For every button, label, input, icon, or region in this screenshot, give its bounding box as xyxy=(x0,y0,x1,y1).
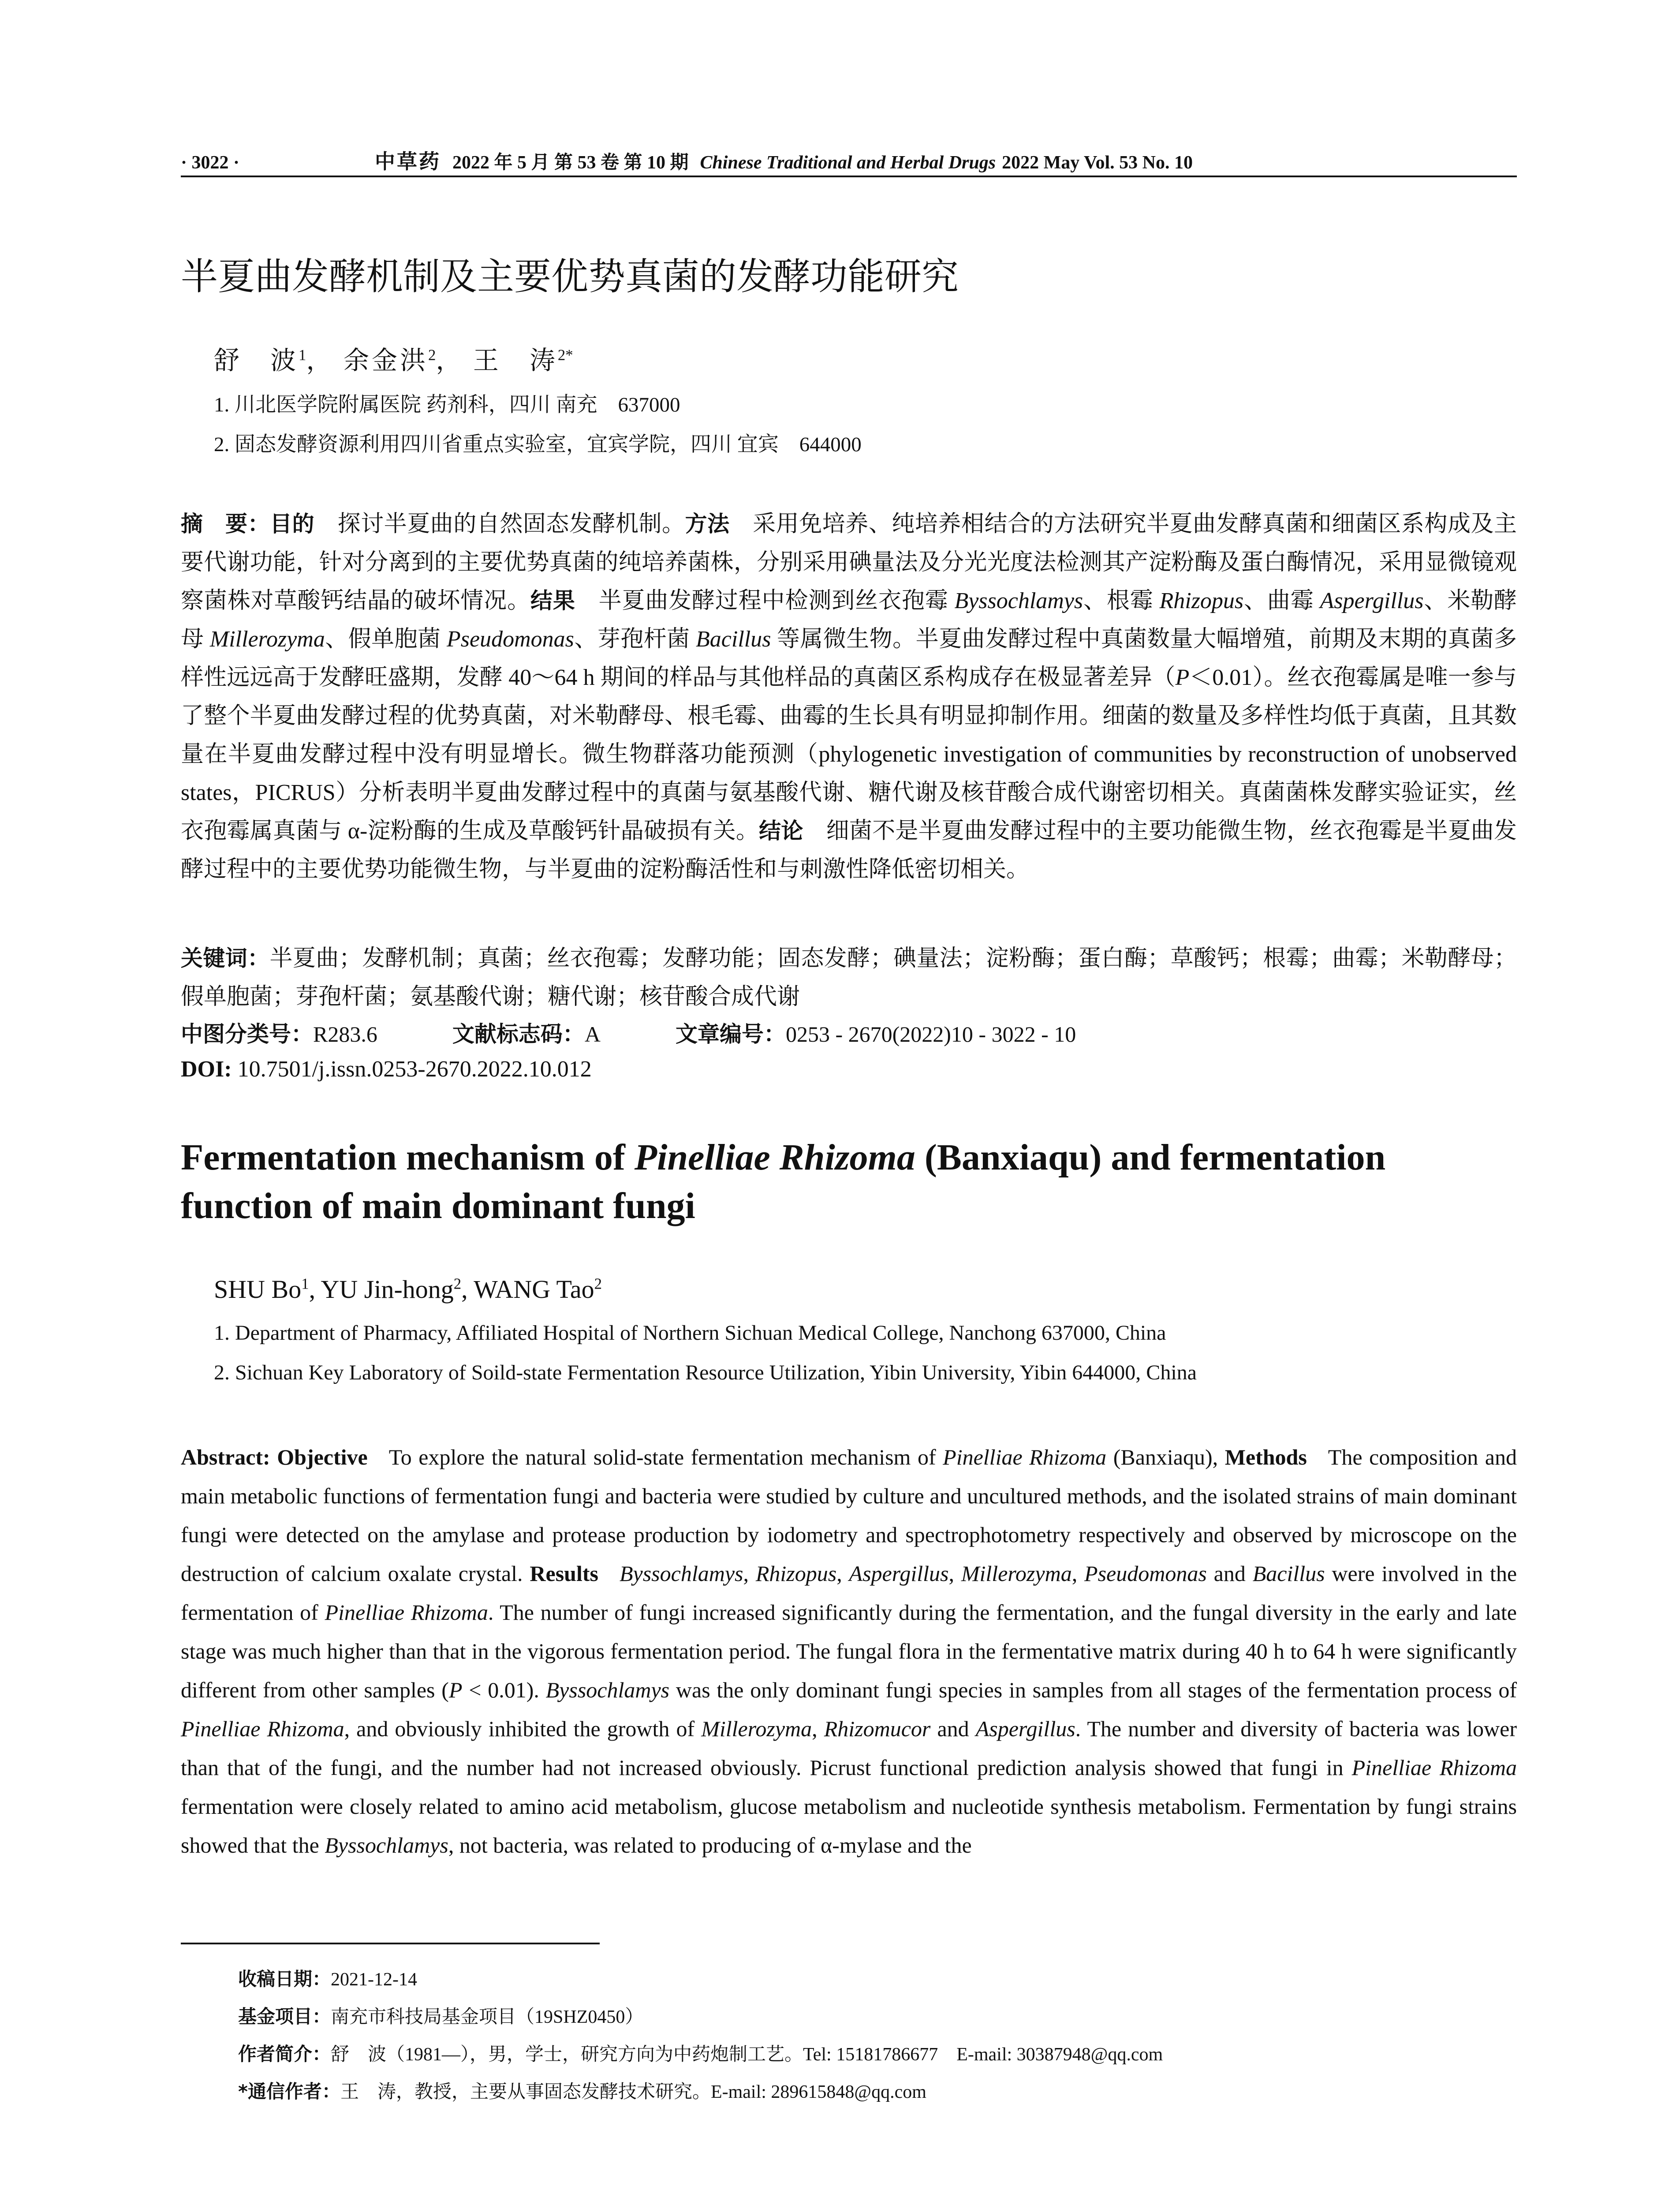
affiliation-en-1: 1. Department of Pharmacy, Affiliated Hospital of Northern Sichuan Medical College, Nanchong 637000, China xyxy=(214,1321,1166,1345)
doc-code: A xyxy=(584,1022,601,1046)
results-text: 、芽孢杆菌 xyxy=(574,627,696,652)
author-separator: , xyxy=(461,1275,474,1304)
genus-name: Rhizopus xyxy=(1159,588,1244,613)
methods-text: 采用免培养、纯培养相结合的方法研究半夏曲发酵真菌和细菌区系构成及主要代谢功能，针对分离到的主要优势真菌的纯培养菌株，分别采用碘量法及分光光度法检测其产淀粉酶及蛋白酶情况，采用显微镜观察菌株对草酸钙结晶的破坏情况。 xyxy=(181,512,1517,613)
footnote-text: 舒 波（1981—），男，学士，研究方向为中药炮制工艺。Tel: 15181786677 E-mail: 30387948@qq.com xyxy=(331,2044,1163,2065)
title-en-text: (Banxiaqu) and fermentation function of main dominant fungi xyxy=(181,1137,1386,1226)
species-name: Millerozyma xyxy=(701,1716,812,1741)
results-text: 、假单胞菌 xyxy=(325,627,447,652)
results-text: 半夏曲发酵过程中检测到丝衣孢霉 xyxy=(598,588,955,613)
abstract-label: 摘 要： xyxy=(181,511,270,537)
author-affil-mark: 1 xyxy=(299,346,306,364)
author-affil-mark: 2 xyxy=(594,1275,602,1293)
abstract-objective-label: Abstract: Objective xyxy=(181,1445,368,1469)
abstract-text: . The number and diversity of bacteria was lower than that of the fungi, and the number had not increased obviously. Picrust functional prediction analysis showed that fungi in xyxy=(181,1716,1517,1780)
abstract-text: , xyxy=(836,1561,849,1586)
journal-name-cn: 中草药 xyxy=(375,149,441,173)
doi-link[interactable]: 10.7501/j.issn.0253-2670.2022.10.012 xyxy=(237,1057,592,1082)
species-name: Pinelliae Rhizoma xyxy=(1351,1755,1517,1780)
footnote-text: 南充市科技局基金项目（19SHZ0450） xyxy=(331,2007,644,2027)
species-name: Pinelliae Rhizoma xyxy=(325,1600,488,1625)
running-header xyxy=(181,146,1517,175)
footnote-label: 作者简介： xyxy=(238,2043,331,2065)
objective-label: 目的 xyxy=(270,511,315,537)
genus-name: Millerozyma xyxy=(209,627,325,652)
abstract-text: , xyxy=(743,1561,756,1586)
species-name: Pinelliae Rhizoma xyxy=(181,1716,344,1741)
genus-name: Byssochlamys xyxy=(954,588,1083,613)
affiliation-en-2: 2. Sichuan Key Laboratory of Soild-state Fermentation Resource Utilization, Yibin University, Yibin 644000, China xyxy=(214,1361,1197,1384)
doi-label: DOI: xyxy=(181,1057,232,1082)
footnote-rule xyxy=(181,1943,600,1944)
doi-line xyxy=(181,1056,592,1082)
results-label: Results xyxy=(530,1561,598,1586)
abstract-text: were involved in the fermentation of xyxy=(181,1561,1517,1625)
title-en xyxy=(181,1133,1517,1230)
abstract-text: , xyxy=(812,1716,824,1741)
footnote-received xyxy=(238,1965,417,1991)
keywords-text: 半夏曲；发酵机制；真菌；丝衣孢霉；发酵功能；固态发酵；碘量法；淀粉酶；蛋白酶；草酸钙；根霉；曲霉；米勒酵母；假单胞菌；芽孢杆菌；氨基酸代谢；糖代谢；核苷酸合成代谢 xyxy=(181,946,1517,1009)
doc-code-label: 文献标志码： xyxy=(452,1021,585,1047)
abstract-text: < 0.01). xyxy=(462,1678,546,1702)
authors-cn xyxy=(214,340,573,377)
footnote-text: 2021-12-14 xyxy=(331,1970,417,1990)
abstract-text: , not bacteria, was related to producing of α-mylase and the xyxy=(448,1833,972,1857)
journal-name-en: Chinese Traditional and Herbal Drugs xyxy=(700,153,996,173)
results-text: 、根霉 xyxy=(1083,588,1160,613)
conclusion-label: 结论 xyxy=(759,818,803,844)
species-name: Byssochlamys xyxy=(619,1561,743,1586)
author-name: 余金洪 xyxy=(343,346,428,375)
abstract-text: (Banxiaqu), xyxy=(1106,1445,1225,1469)
footnote-label: *通信作者： xyxy=(238,2081,340,2102)
abstract-text: The composition and main metabolic functions of fermentation fungi and bacteria were studied by culture and uncultured methods, and the isolated strains of main dominant fungi were detected on the amylase and protease production by iodometry and spectrophotometry respectively and observed by microscope on the destruction of calcium oxalate crystal. xyxy=(181,1445,1517,1586)
results-text: 、曲霉 xyxy=(1243,588,1320,613)
abstract-text: was the only dominant fungi species in samples from all stages of the fermentation process of xyxy=(669,1678,1517,1702)
author-name: WANG Tao xyxy=(474,1275,594,1304)
author-affil-mark: 2* xyxy=(557,346,573,364)
footnote-label: 收稿日期： xyxy=(238,1968,331,1990)
article-number: 0253 - 2670(2022)10 - 3022 - 10 xyxy=(785,1022,1076,1046)
footnote-author-bio xyxy=(238,2040,1163,2066)
abstract-text: fermentation were closely related to amino acid metabolism, glucose metabolism and nucleotide synthesis metabolism. Fermentation by fungi strains showed that the xyxy=(181,1794,1517,1857)
footnote-text: 王 涛，教授，主要从事固态发酵技术研究。E-mail: 289615848@qq.com xyxy=(340,2082,926,2102)
abstract-en xyxy=(181,1438,1517,1865)
species-name: Byssochlamys xyxy=(325,1833,448,1857)
abstract-text: , and obviously inhibited the growth of xyxy=(344,1716,702,1741)
keywords-cn xyxy=(181,939,1517,1016)
species-name: Aspergillus xyxy=(849,1561,949,1586)
conclusion-text: 细菌不是半夏曲发酵过程中的主要功能微生物，丝衣孢霉是半夏曲发酵过程中的主要优势功能微生物，与半夏曲的淀粉酶活性和与刺激性降低密切相关。 xyxy=(181,818,1517,882)
authors-en xyxy=(214,1274,602,1304)
author-name: SHU Bo xyxy=(214,1275,302,1304)
author-separator: ， xyxy=(436,346,464,375)
author-separator: ， xyxy=(306,346,335,375)
genus-name: Bacillus xyxy=(696,627,771,652)
author-affil-mark: 1 xyxy=(301,1275,309,1293)
abstract-text: , xyxy=(1071,1561,1085,1586)
page-number: · 3022 · xyxy=(181,153,240,173)
header-rule xyxy=(181,176,1517,177)
author-affil-mark: 2 xyxy=(453,1275,462,1293)
footnote-label: 基金项目： xyxy=(238,2006,331,2027)
results-text: 、米勒酵母 xyxy=(181,588,1517,652)
clc-label: 中图分类号： xyxy=(181,1021,313,1047)
affiliation-cn-2: 2. 固态发酵资源利用四川省重点实验室，宜宾学院，四川 宜宾 644000 xyxy=(214,433,862,456)
footnote-funding xyxy=(238,2002,643,2029)
title-en-text: Fermentation mechanism of xyxy=(181,1137,635,1178)
article-number-label: 文章编号： xyxy=(675,1021,786,1047)
results-text: 等属微生物。半夏曲发酵过程中真菌数量大幅增殖，前期及末期的真菌多样性远远高于发酵旺盛期，发酵 40～64 h 期间的样品与其他样品的真菌区系构成存在极显著差异（ xyxy=(181,627,1517,690)
footnote-corresponding xyxy=(238,2077,926,2104)
abstract-text: , xyxy=(948,1561,961,1586)
author-affil-mark: 2 xyxy=(428,346,436,364)
p-symbol: P xyxy=(448,1678,463,1702)
results-text: ＜0.01）。丝衣孢霉属是唯一参与了整个半夏曲发酵过程的优势真菌，对米勒酵母、根毛霉、曲霉的生长具有明显抑制作用。细菌的数量及多样性均低于真菌，且其数量在半夏曲发酵过程中没有明显增长。微生物群落功能预测（phylogenetic investigation of communities by reconstruction of unobserved states，PICRUS）分析表明半夏曲发酵过程中的真菌与氨基酸代谢、糖代谢及核苷酸合成代谢密切相关。真菌菌株发酵实验证实，丝衣孢霉属真菌与 α-淀粉酶的生成及草酸钙针晶破损有关。 xyxy=(181,665,1517,844)
species-name: Pseudomonas xyxy=(1084,1561,1207,1586)
methods-label: 方法 xyxy=(685,511,730,537)
species-name: Rhizomucor xyxy=(824,1716,931,1741)
title-en-italic: Pinelliae Rhizoma xyxy=(634,1137,915,1178)
title-cn: 半夏曲发酵机制及主要优势真菌的发酵功能研究 xyxy=(181,255,959,298)
species-name: Millerozyma xyxy=(961,1561,1072,1586)
author-separator: , xyxy=(309,1275,321,1304)
methods-label: Methods xyxy=(1225,1445,1307,1469)
objective-text: 探讨半夏曲的自然固态发酵机制。 xyxy=(337,512,685,537)
clc-number: R283.6 xyxy=(313,1022,377,1046)
abstract-text: To explore the natural solid-state fermentation mechanism of xyxy=(388,1445,943,1469)
p-symbol: P xyxy=(1175,665,1190,690)
author-name: YU Jin-hong xyxy=(321,1275,454,1304)
issue-info-en: 2022 May Vol. 53 No. 10 xyxy=(1002,153,1193,173)
species-name: Byssochlamys xyxy=(545,1678,670,1702)
species-name: Bacillus xyxy=(1252,1561,1325,1586)
results-label: 结果 xyxy=(530,588,575,613)
abstract-text: . The number of fungi increased significantly during the fermentation, and the fungal diversity in the early and late stage was much higher than that in the vigorous fermentation period. The fungal flora in the fermentative matrix during 40 h to 64 h were significantly different from other samples ( xyxy=(181,1600,1517,1702)
abstract-text: and xyxy=(1206,1561,1253,1586)
genus-name: Pseudomonas xyxy=(447,627,574,652)
affiliation-cn-1: 1. 川北医学院附属医院 药剂科，四川 南充 637000 xyxy=(214,393,680,416)
author-name: 舒 波 xyxy=(214,346,299,375)
classification-line xyxy=(181,1017,1076,1048)
author-name: 王 涛 xyxy=(473,346,558,375)
keywords-label: 关键词： xyxy=(181,946,270,971)
species-name: Aspergillus xyxy=(975,1716,1075,1741)
species-name: Pinelliae Rhizoma xyxy=(943,1445,1107,1469)
issue-info-cn: 2022 年 5 月 第 53 卷 第 10 期 xyxy=(452,153,689,173)
species-name: Rhizopus xyxy=(755,1561,837,1586)
abstract-text: and xyxy=(930,1716,976,1741)
genus-name: Aspergillus xyxy=(1320,588,1424,613)
abstract-cn xyxy=(181,505,1517,889)
